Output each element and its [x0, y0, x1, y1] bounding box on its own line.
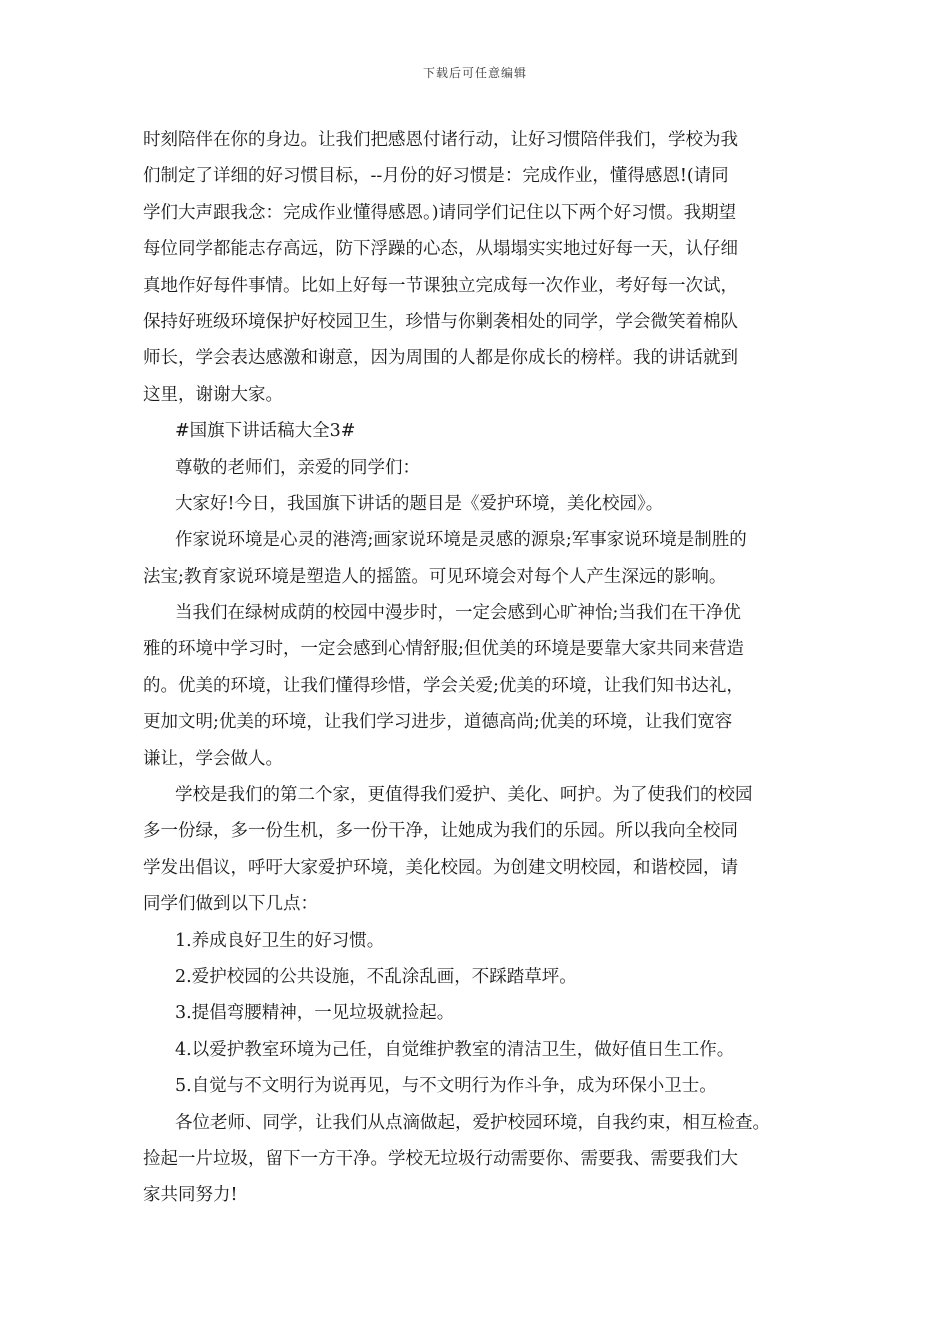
text-line: 家共同努力! — [143, 1185, 238, 1206]
text-line: 真地作好每件事情。比如上好每一节课独立完成每一次作业，考好每一次试， — [143, 275, 738, 296]
text-line: 大家好!今日，我国旗下讲话的题目是《爱护环境，美化校园》。 — [175, 493, 664, 514]
text-line: 法宝;教育家说环境是塑造人的摇篮。可见环境会对每个人产生深远的影响。 — [143, 566, 727, 587]
text-line: 的。优美的环境，让我们懂得珍惜，学会关爱;优美的环境，让我们知书达礼， — [143, 675, 744, 696]
text-line: 学们大声跟我念：完成作业懂得感恩。)请同学们记住以下两个好习惯。我期望 — [143, 202, 737, 223]
text-line: 保持好班级环境保护好校园卫生，珍惜与你剿袭相处的同学，学会微笑着棉队 — [143, 311, 738, 332]
text-line: 作家说环境是心灵的港湾;画家说环境是灵感的源泉;军事家说环境是制胜的 — [175, 530, 747, 551]
text-line: 4.以爱护教室环境为己任，自觉维护教室的清洁卫生，做好值日生工作。 — [175, 1039, 735, 1060]
text-line: 捡起一片垃圾，留下一方干净。学校无垃圾行动需要你、需要我、需要我们大 — [143, 1148, 738, 1169]
text-line: 当我们在绿树成荫的校园中漫步时，一定会感到心旷神怡;当我们在干净优 — [175, 603, 741, 624]
text-line: 学校是我们的第二个家，更值得我们爱护、美化、呵护。为了使我们的校园 — [175, 785, 753, 806]
text-line: 更加文明;优美的环境，让我们学习进步，道德高尚;优美的环境，让我们宽容 — [143, 712, 733, 733]
text-line: 多一份绿，多一份生机，多一份干净，让她成为我们的乐园。所以我向全校同 — [143, 821, 738, 842]
text-line: 2.爱护校园的公共设施，不乱涂乱画，不踩踏草坪。 — [175, 966, 577, 987]
text-line: 们制定了详细的好习惯目标，--月份的好习惯是：完成作业，懂得感恩!(请同 — [143, 166, 729, 187]
text-line: 尊敬的老师们，亲爱的同学们： — [175, 457, 420, 478]
text-line: 雅的环境中学习时，一定会感到心情舒服;但优美的环境是要靠大家共同来营造 — [143, 639, 744, 660]
text-line: 每位同学都能志存高远，防下浮躁的心态，从塌塌实实地过好每一天，认仔细 — [143, 239, 738, 260]
text-line: 师长，学会表达感激和谢意，因为周围的人都是你成长的榜样。我的讲话就到 — [143, 348, 738, 369]
document-body — [143, 122, 815, 1214]
text-line: 学发出倡议，呼吁大家爱护环境，美化校园。为创建文明校园，和谐校园，请 — [143, 857, 738, 878]
text-line: 这里，谢谢大家。 — [143, 384, 283, 405]
page-header: 下载后可任意编辑 — [422, 66, 527, 80]
text-line: 各位老师、同学，让我们从点滴做起，爱护校园环境，自我约束，相互检查。 — [175, 1112, 770, 1133]
text-line: 1.养成良好卫生的好习惯。 — [175, 930, 385, 951]
text-line: 时刻陪伴在你的身边。让我们把感恩付诸行动，让好习惯陪伴我们，学校为我 — [143, 130, 738, 150]
text-line: 5.自觉与不文明行为说再见，与不文明行为作斗争，成为环保小卫士。 — [175, 1076, 717, 1097]
text-line: 同学们做到以下几点： — [143, 894, 318, 915]
text-line: 谦让，学会做人。 — [143, 748, 283, 769]
text-line: 3.提倡弯腰精神，一见垃圾就捡起。 — [175, 1003, 455, 1024]
text-line: #国旗下讲话稿大全3# — [175, 421, 356, 442]
